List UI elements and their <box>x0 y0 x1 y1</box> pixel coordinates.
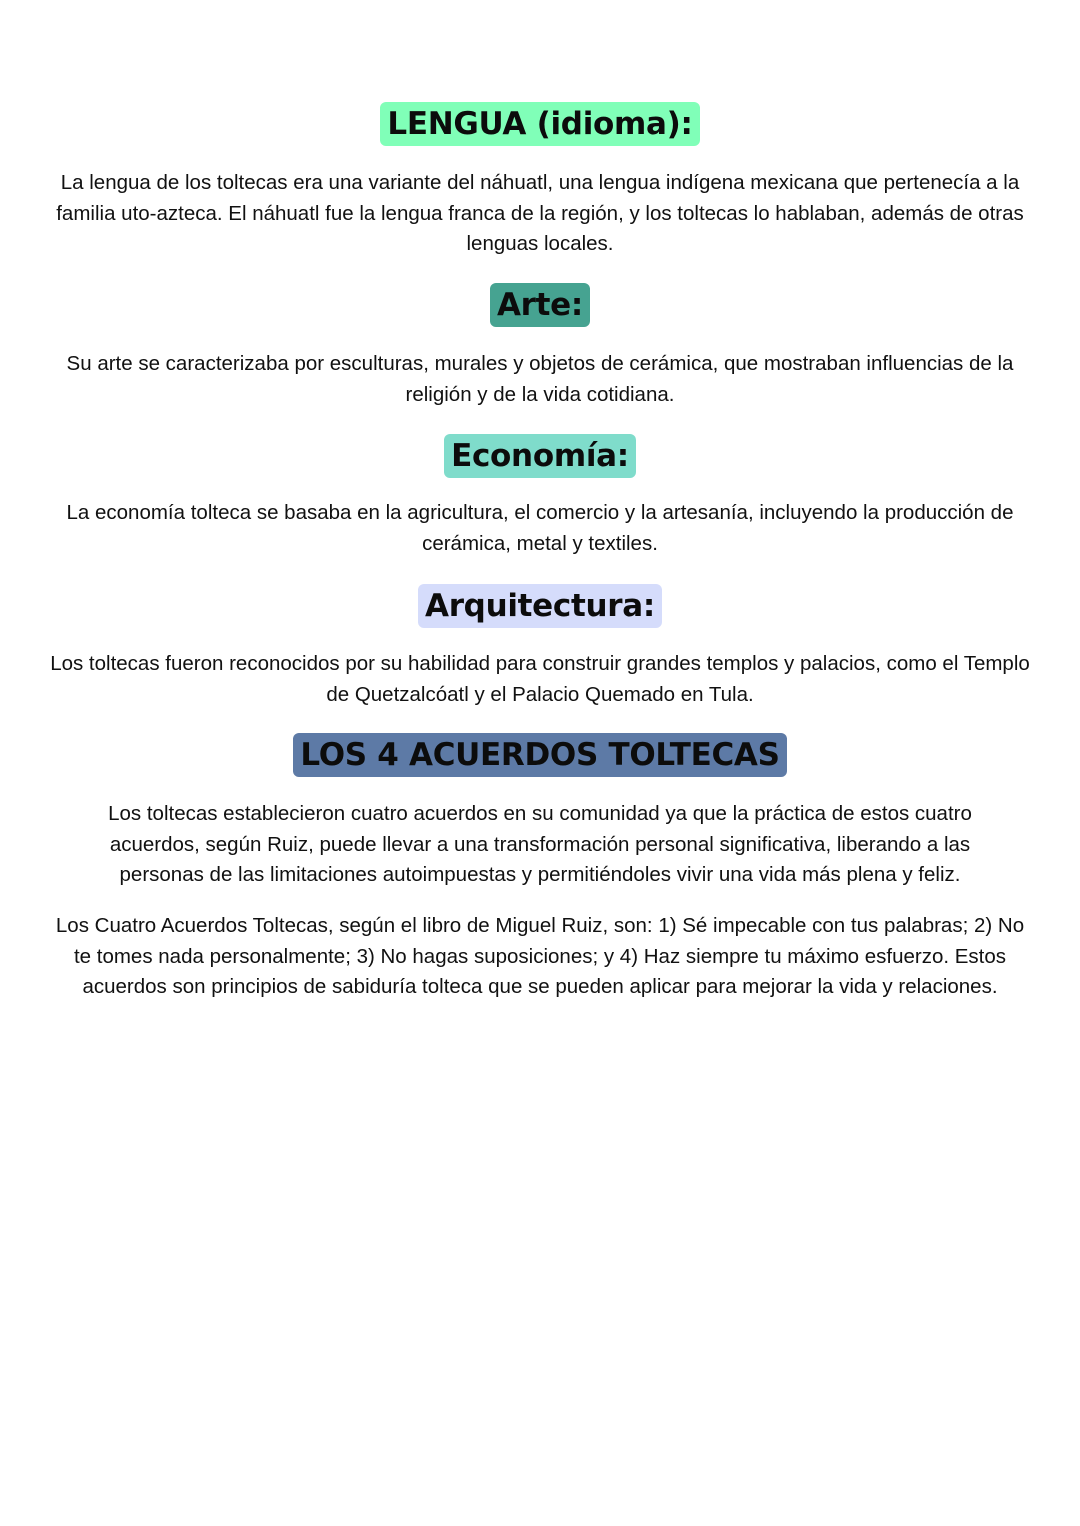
paragraph-acuerdos-intro: Los toltecas establecieron cuatro acuerdos en su comunidad ya que la práctica de estos cuatro acuerdos, según Ruiz, puede llevar a una transformación personal significativa, liberando a las personas de las limitaciones autoimpuestas y permitiéndoles vivir una vida más plena y feliz. <box>108 802 972 886</box>
heading-economia <box>0 434 1080 478</box>
heading-arquitectura-label: Arquitectura: <box>418 584 662 628</box>
paragraph-arquitectura: Los toltecas fueron reconocidos por su habilidad para construir grandes templos y palacios, como el Templo de Quetzalcóatl y el Palacio Quemado en Tula. <box>50 652 1030 706</box>
heading-lengua-label: LENGUA (idioma): <box>380 102 699 146</box>
heading-economia-label: Economía: <box>444 434 636 478</box>
paragraph-economia: La economía tolteca se basaba en la agricultura, el comercio y la artesanía, incluyendo la producción de cerámica, metal y textiles. <box>66 501 1014 555</box>
heading-lengua <box>0 102 1080 146</box>
paragraph-acuerdos-list: Los Cuatro Acuerdos Toltecas, según el libro de Miguel Ruiz, son: 1) Sé impecable con tus palabras; 2) No te tomes nada personalmente; 3) No hagas suposiciones; y 4) Haz siempre tu máximo esfuerzo. Estos acuerdos son principios de sabiduría tolteca que se pueden aplicar para mejorar la vida y relaciones. <box>55 914 1025 998</box>
paragraph-lengua: La lengua de los toltecas era una variante del náhuatl, una lengua indígena mexicana que pertenecía a la familia uto-azteca. El náhuatl fue la lengua franca de la región, y los toltecas lo hablaban, además de otras lenguas locales. <box>56 171 1024 255</box>
heading-arte <box>0 283 1080 327</box>
heading-acuerdos <box>0 733 1080 777</box>
heading-arte-label: Arte: <box>490 283 590 327</box>
heading-arquitectura <box>0 584 1080 628</box>
paragraph-arte: Su arte se caracterizaba por esculturas, murales y objetos de cerámica, que mostraban influencias de la religión y de la vida cotidiana. <box>66 352 1014 406</box>
heading-acuerdos-label: LOS 4 ACUERDOS TOLTECAS <box>293 733 786 777</box>
